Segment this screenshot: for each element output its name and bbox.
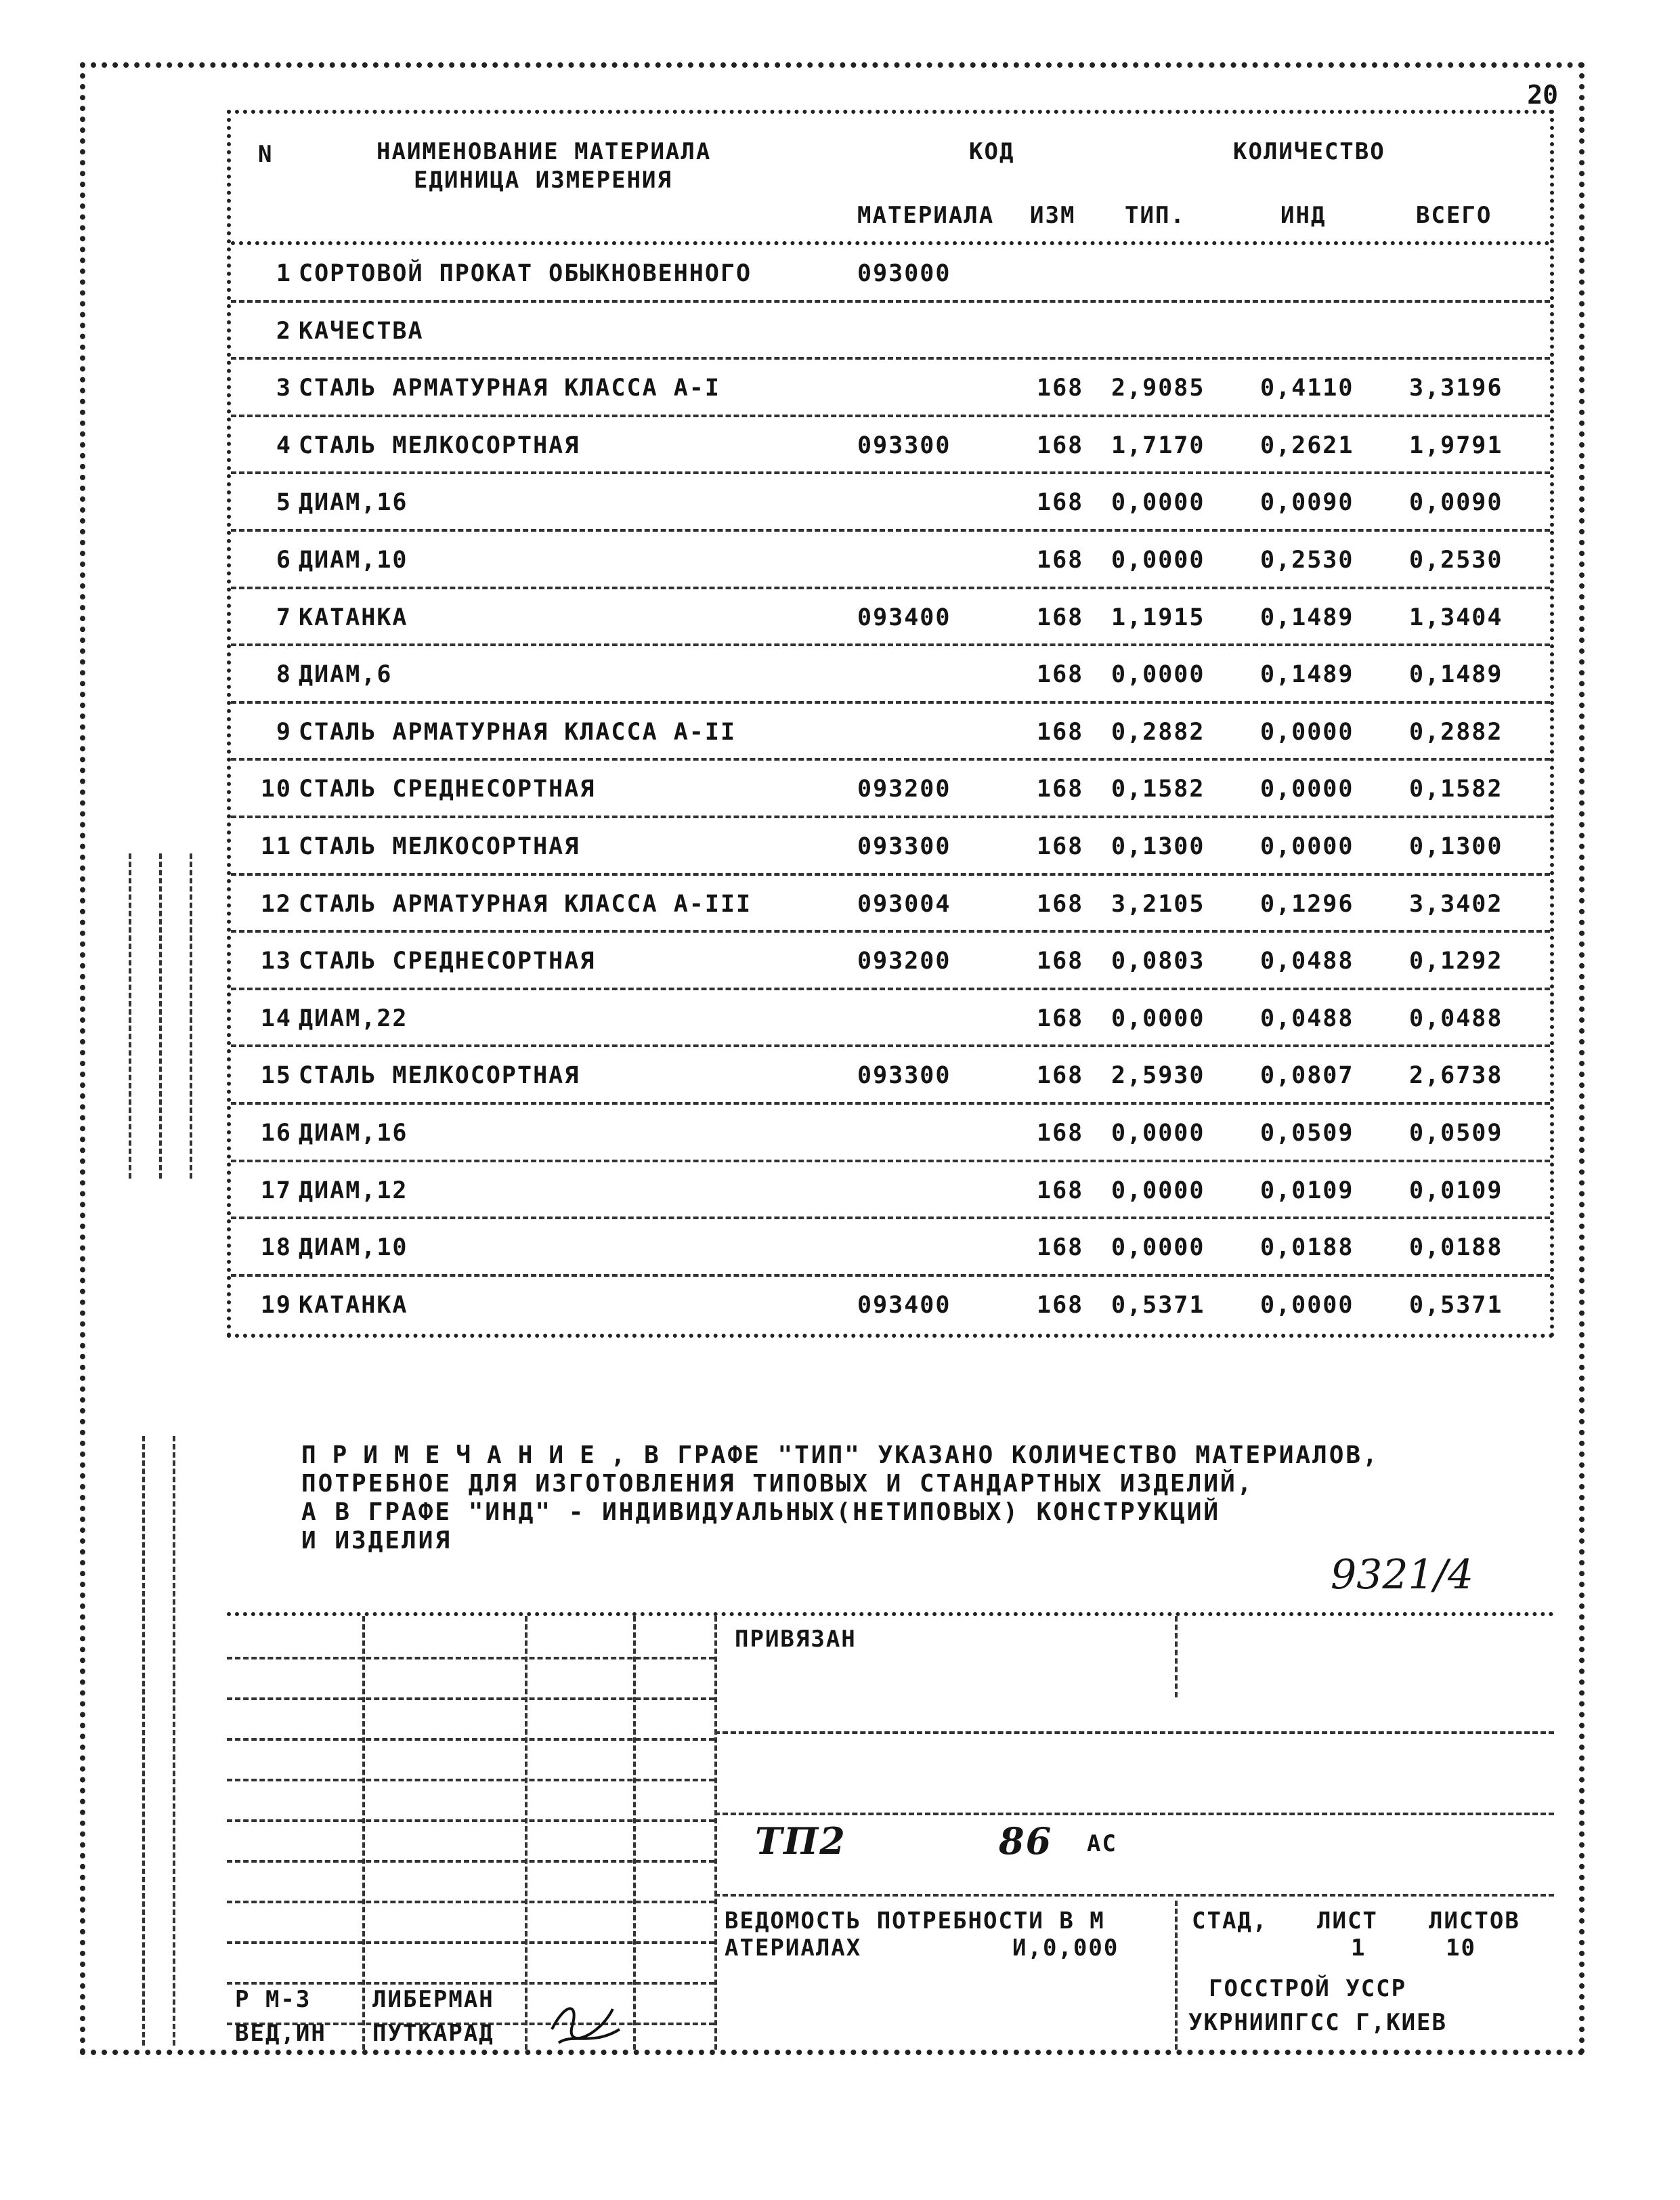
stamp-line [227,1657,714,1659]
stamp-line [227,1738,714,1741]
row-number: 11 [260,832,292,860]
unit-code: 168 [1037,1291,1084,1319]
stamp-line [227,1860,714,1863]
note-line: А В ГРАФЕ "ИНД" - ИНДИВИДУАЛЬНЫХ(НЕТИПОВЫХ) КОНСТРУКЦИЙ [301,1498,1221,1526]
quantity-tip: 1,1915 [1111,604,1205,631]
quantity-total: 1,9791 [1409,431,1503,459]
table-header [231,114,1550,245]
quantity-ina: 0,0000 [1260,1291,1354,1319]
handwritten-code: 9321/4 [1331,1551,1474,1599]
header-name: НАИМЕНОВАНИЕ МАТЕРИАЛА [376,138,712,165]
material-name: ДИАМ,6 [299,661,393,689]
doc-title: ВЕДОМОСТЬ ПОТРЕБНОСТИ В М [725,1907,1105,1934]
material-name: ДИАМ,22 [299,1004,408,1032]
quantity-ina: 0,0807 [1260,1062,1354,1090]
row-number: 15 [260,1062,292,1090]
header-total: ВСЕГО [1416,202,1492,229]
stamp-line [227,1982,714,1985]
material-code: 093200 [857,948,951,975]
unit-code: 168 [1037,718,1084,746]
material-code: 093400 [857,1291,951,1319]
unit-code: 168 [1037,948,1084,975]
stamp-line [227,1819,714,1822]
quantity-ina: 0,4110 [1260,375,1354,402]
material-name: СТАЛЬ СРЕДНЕСОРТНАЯ [299,948,596,975]
quantity-ina: 0,1489 [1260,604,1354,631]
unit-code: 168 [1037,776,1084,803]
row-number: 10 [260,776,292,803]
role-1: Р М-3 [235,1986,311,2013]
note-line: , В ГРАФЕ "ТИП" УКАЗАНО КОЛИЧЕСТВО МАТЕРИАЛОВ, [610,1441,1379,1469]
quantity-tip: 3,2105 [1111,890,1205,918]
unit-code: 168 [1037,1062,1084,1090]
material-code: 093000 [857,260,951,287]
sheet-label: ЛИСТ [1317,1907,1378,1934]
stamp-line [227,1779,714,1781]
quantity-ina: 0,0000 [1260,832,1354,860]
stamp-line [714,1894,1554,1897]
material-name: ДИАМ,16 [299,489,408,517]
table-row [231,1162,1550,1220]
table-row [231,933,1550,990]
unit-code: 168 [1037,1004,1084,1032]
quantity-total: 0,5371 [1409,1291,1503,1319]
table-row [231,646,1550,704]
material-code: 093200 [857,776,951,803]
material-name: КАЧЕСТВА [299,317,424,345]
quantity-tip: 1,7170 [1111,431,1205,459]
signature [545,1995,626,2050]
stage-label: СТАД, [1192,1907,1268,1934]
name-2: ПУТКАРАД [372,2020,494,2047]
material-name: СТАЛЬ МЕЛКОСОРТНАЯ [299,1062,580,1090]
table-row [231,990,1550,1048]
material-code: 093300 [857,431,951,459]
table-row [231,303,1550,360]
unit-code: 168 [1037,1177,1084,1204]
stamp-line [227,1941,714,1944]
quantity-ina: 0,0488 [1260,948,1354,975]
project-suffix: 86 [999,1819,1053,1863]
quantity-total: 0,1489 [1409,661,1503,689]
quantity-tip: 2,9085 [1111,375,1205,402]
margin-bar [129,853,131,1179]
doc-title-2: АТЕРИАЛАХ [725,1934,862,1962]
unit-code: 168 [1037,890,1084,918]
quantity-ina: 0,2621 [1260,431,1354,459]
row-number: 16 [260,1119,292,1147]
stamp-column [525,1616,527,2050]
unit-code: 168 [1037,431,1084,459]
quantity-tip: 0,0000 [1111,1119,1205,1147]
margin-bar [159,853,162,1179]
quantity-total: 3,3402 [1409,890,1503,918]
margin-bar [190,853,192,1179]
table-body [231,245,1550,1334]
quantity-total: 2,6738 [1409,1062,1503,1090]
sheets-value: 10 [1446,1934,1476,1962]
unit-code: 168 [1037,375,1084,402]
quantity-tip: 0,2882 [1111,718,1205,746]
quantity-tip: 0,0000 [1111,661,1205,689]
row-number: 12 [260,890,292,918]
row-number: 1 [276,260,292,287]
header-code-unit: ИЗМ [1030,202,1076,229]
unit-code: 168 [1037,1234,1084,1262]
table-row [231,876,1550,933]
quantity-ina: 0,1296 [1260,890,1354,918]
quantity-total: 0,1300 [1409,832,1503,860]
row-number: 8 [276,661,292,689]
table-row [231,761,1550,818]
material-name: КАТАНКА [299,604,408,631]
name-1: ЛИБЕРМАН [372,1986,494,2013]
row-number: 13 [260,948,292,975]
table-row [231,1219,1550,1277]
quantity-total: 1,3404 [1409,604,1503,631]
role-2: ВЕД,ИН [235,2020,326,2047]
note-title: ПРИМЕЧАНИЕ [301,1441,611,1469]
quantity-tip: 0,0803 [1111,948,1205,975]
quantity-ina: 0,0090 [1260,489,1354,517]
row-number: 5 [276,489,292,517]
table-row [231,1277,1550,1334]
section-code: АС [1087,1830,1117,1857]
table-row [231,360,1550,417]
quantity-total: 0,2530 [1409,546,1503,574]
quantity-total: 0,1582 [1409,776,1503,803]
quantity-total: 0,0090 [1409,489,1503,517]
stamp-column [362,1616,365,2050]
table-row [231,474,1550,532]
quantity-ina: 0,2530 [1260,546,1354,574]
quantity-tip: 0,0000 [1111,1004,1205,1032]
row-number: 9 [276,718,292,746]
stamp-line [714,1731,1554,1734]
quantity-total: 0,2882 [1409,718,1503,746]
org-line-1: ГОССТРОЙ УССР [1209,1975,1407,2002]
material-name: СТАЛЬ АРМАТУРНАЯ КЛАССА А-I [299,375,720,402]
material-name: ДИАМ,12 [299,1177,408,1204]
stamp-column [714,1616,717,2050]
header-code-material: МАТЕРИАЛА [857,202,995,229]
note-block [301,1441,1379,1555]
material-name: СОРТОВОЙ ПРОКАТ ОБЫКНОВЕННОГО [299,260,752,287]
material-name: СТАЛЬ АРМАТУРНАЯ КЛАССА А-III [299,890,752,918]
unit-code: 168 [1037,546,1084,574]
stamp-column [1175,1616,1178,1697]
quantity-ina: 0,0000 [1260,718,1354,746]
material-name: ДИАМ,10 [299,546,408,574]
row-number: 7 [276,604,292,631]
header-unit: ЕДИНИЦА ИЗМЕРЕНИЯ [414,167,672,194]
quantity-ina: 0,0000 [1260,776,1354,803]
material-name: СТАЛЬ АРМАТУРНАЯ КЛАССА А-II [299,718,737,746]
note-line: И ИЗДЕЛИЯ [301,1527,452,1554]
table-row [231,417,1550,475]
quantity-tip: 0,0000 [1111,1177,1205,1204]
material-code: 093400 [857,604,951,631]
row-number: 17 [260,1177,292,1204]
quantity-total: 0,0109 [1409,1177,1503,1204]
quantity-total: 0,0488 [1409,1004,1503,1032]
quantity-tip: 0,5371 [1111,1291,1205,1319]
table-row [231,704,1550,761]
quantity-ina: 0,1489 [1260,661,1354,689]
unit-code: 168 [1037,604,1084,631]
margin-bar [173,1436,175,2046]
org-line-2: УКРНИИПГСС Г,КИЕВ [1188,2009,1447,2036]
quantity-tip: 0,1300 [1111,832,1205,860]
header-tip: ТИП. [1125,202,1186,229]
material-name: СТАЛЬ МЕЛКОСОРТНАЯ [299,431,580,459]
row-number: 4 [276,431,292,459]
quantity-total: 3,3196 [1409,375,1503,402]
header-quantity: КОЛИЧЕСТВО [1233,138,1385,165]
table-row [231,1105,1550,1162]
row-number: 3 [276,375,292,402]
stamp-line [227,1697,714,1700]
sheets-label: ЛИСТОВ [1429,1907,1520,1934]
quantity-ina: 0,0509 [1260,1119,1354,1147]
row-number: 6 [276,546,292,574]
header-n: N [258,141,274,168]
unit-code: 168 [1037,1119,1084,1147]
quantity-total: 0,0509 [1409,1119,1503,1147]
stamp-line [227,1901,714,1903]
stamp-column [633,1616,636,2050]
material-name: ДИАМ,16 [299,1119,408,1147]
privyazan-label: ПРИВЯЗАН [735,1626,857,1653]
row-number: 19 [260,1291,292,1319]
material-name: СТАЛЬ МЕЛКОСОРТНАЯ [299,832,580,860]
table-row [231,1047,1550,1105]
unit-code: 168 [1037,489,1084,517]
quantity-tip: 0,0000 [1111,546,1205,574]
note-line: ПОТРЕБНОЕ ДЛЯ ИЗГОТОВЛЕНИЯ ТИПОВЫХ И СТАНДАРТНЫХ ИЗДЕЛИЙ, [301,1470,1254,1498]
material-code: 093300 [857,1062,951,1090]
quantity-tip: 0,1582 [1111,776,1205,803]
material-name: СТАЛЬ СРЕДНЕСОРТНАЯ [299,776,596,803]
table-row [231,589,1550,647]
row-number: 2 [276,317,292,345]
material-name: КАТАНКА [299,1291,408,1319]
row-number: 14 [260,1004,292,1032]
quantity-total: 0,1292 [1409,948,1503,975]
table-row [231,532,1550,589]
quantity-tip: 0,0000 [1111,1234,1205,1262]
quantity-ina: 0,0188 [1260,1234,1354,1262]
row-number: 18 [260,1234,292,1262]
margin-bar [142,1436,145,2046]
quantity-ina: 0,0109 [1260,1177,1354,1204]
unit-code: 168 [1037,661,1084,689]
sheet-value: 1 [1351,1934,1366,1962]
material-code: 093300 [857,832,951,860]
quantity-tip: 0,0000 [1111,489,1205,517]
material-name: ДИАМ,10 [299,1234,408,1262]
stamp-line [714,1813,1554,1815]
stamp-column [1175,1901,1178,2050]
quantity-total: 0,0188 [1409,1234,1503,1262]
page-number: 20 [1527,80,1558,110]
quantity-ina: 0,0488 [1260,1004,1354,1032]
material-code: 093004 [857,890,951,918]
unit-code: 168 [1037,832,1084,860]
header-ina: ИНД [1280,202,1327,229]
project-code: ТП2 [755,1819,846,1863]
table-row [231,818,1550,876]
materials-table [227,110,1554,1338]
table-row [231,245,1550,303]
quantity-tip: 2,5930 [1111,1062,1205,1090]
header-code: КОД [969,138,1015,165]
doc-level: И,0,000 [1012,1934,1119,1962]
title-block [227,1612,1554,2046]
